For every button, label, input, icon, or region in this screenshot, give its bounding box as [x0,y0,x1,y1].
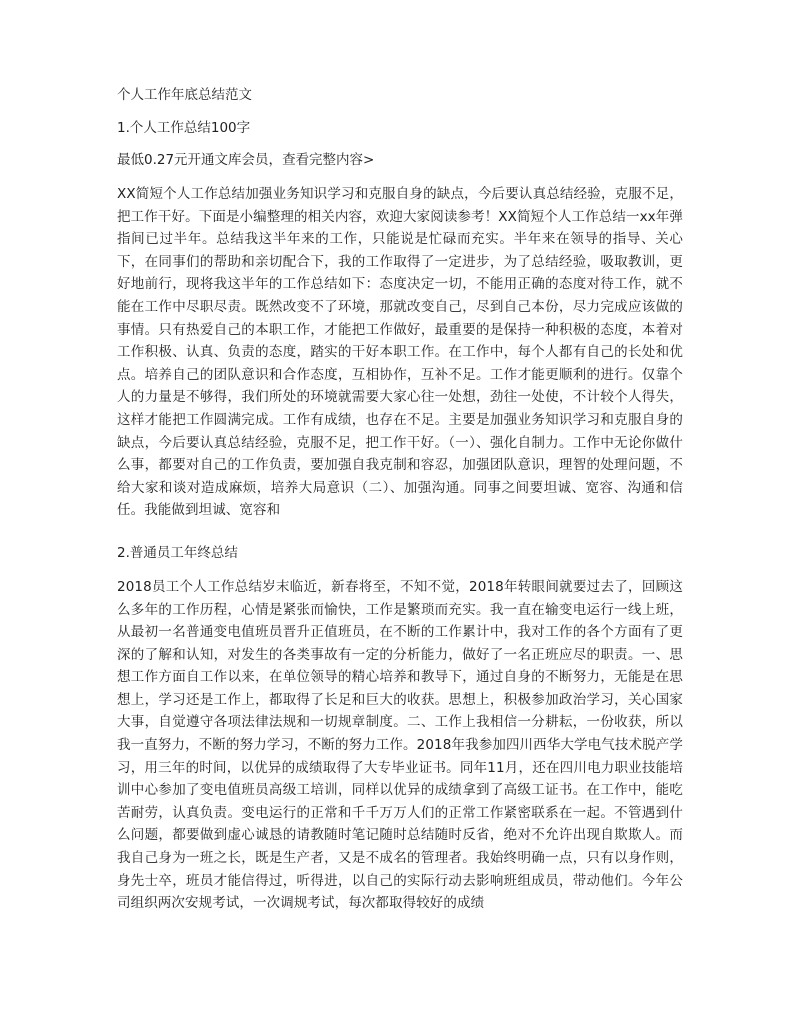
section-heading: 1.个人工作总结100字 [117,120,251,136]
section-heading: 2.普通员工年终总结 [117,544,238,561]
section-employee-summary [117,544,683,915]
section-body: 2018员工个人工作总结岁末临近，新春将至，不知不觉，2018年转眼间就要过去了，回顾这么多年的工作历程，心情是紧张而愉快，工作是繁琐而充实。我一直在输变电运行一线上班，从最初一名普通变电值班员晋升正值班员，在不断的工作累计中，我对工作的各个方面有了更深的了解和认知，对发生的各类事故有一定的分析能力，做好了一名正班应尽的职责。一、思想工作方面自工作以来，在单位领导的精心培养和教导下，通过自身的不断努力，无能是在思想上，学习还是工作上，都取得了长足和巨大的收获。思想上，积极参加政治学习，关心国家大事，自觉遵守各项法律法规和一切规章制度。二、工作上我相信一分耕耘，一份收获，所以我一直努力，不断的努力学习，不断的努力工作。2018年我参加四川西华大学电气技术脱产学习，用三年的时间，以优异的成绩取得了大专毕业证书。同年11月，还在四川电力职业技能培训中心参加了变电值班员高级工培训，同样以优异的成绩拿到了高级工证书。在工作中，能吃苦耐劳，认真负责。变电运行的正常和千千万万人们的正常工作紧密联系在一起。不管遇到什么问题，都要做到虚心诚恳的请教随时笔记随时总结随时反省，绝对不允许出现自欺欺人。而我自己身为一班之长，既是生产者，又是不成名的管理者。我始终明确一点，只有以身作则，身先士卒，班员才能信得过，听得进，以自己的实际行动去影响班组成员，带动他们。今年公司组织两次安规考试，一次调规考试，每次都取得较好的成绩 [117,578,683,912]
section-body: XX简短个人工作总结加强业务知识学习和克服自身的缺点，今后要认真总结经验，克服不足，把工作干好。下面是小编整理的相关内容，欢迎大家阅读参考！XX简短个人工作总结一xx年弹指间已过半年。总结我这半年来的工作，只能说是忙碌而充实。半年来在领导的指导、关心下，在同事们的帮助和亲切配合下，我的工作取得了一定进步，为了总结经验，吸取教训，更好地前行，现将我这半年的工作总结如下：态度决定一切，不能用正确的态度对待工作，就不能在工作中尽职尽责。既然改变不了环境，那就改变自己，尽到自己本份，尽力完成应该做的事情。只有热爱自己的本职工作，才能把工作做好，最重要的是保持一种积极的态度，本着对工作积极、认真、负责的态度，踏实的干好本职工作。在工作中，每个人都有自己的长处和优点。培养自己的团队意识和合作态度，互相协作，互补不足。工作才能更顺利的进行。仅靠个人的力量是不够得，我们所处的环境就需要大家心往一处想，劲往一处使，不计较个人得失，这样才能把工作圆满完成。工作有成绩，也存在不足。主要是加强业务知识学习和克服自身的缺点，今后要认真总结经验，克服不足，把工作干好。（一）、强化自制力。工作中无论你做什么事，都要对自己的工作负责，要加强自我克制和容忍，加强团队意识，理智的处理问题，不给大家和谈对造成麻烦，培养大局意识（二）、加强沟通。同事之间要坦诚、宽容、沟通和信任。我能做到坦诚、宽容和 [117,186,683,519]
membership-promo [117,151,683,169]
document-title: 个人工作年底总结范文 [117,87,252,103]
promo-text: 最低0.27元开通文库会员， [117,152,283,168]
view-full-content-link[interactable]: 查看完整内容> [282,152,375,168]
document-page [117,86,683,933]
section-personal-summary [117,119,683,522]
